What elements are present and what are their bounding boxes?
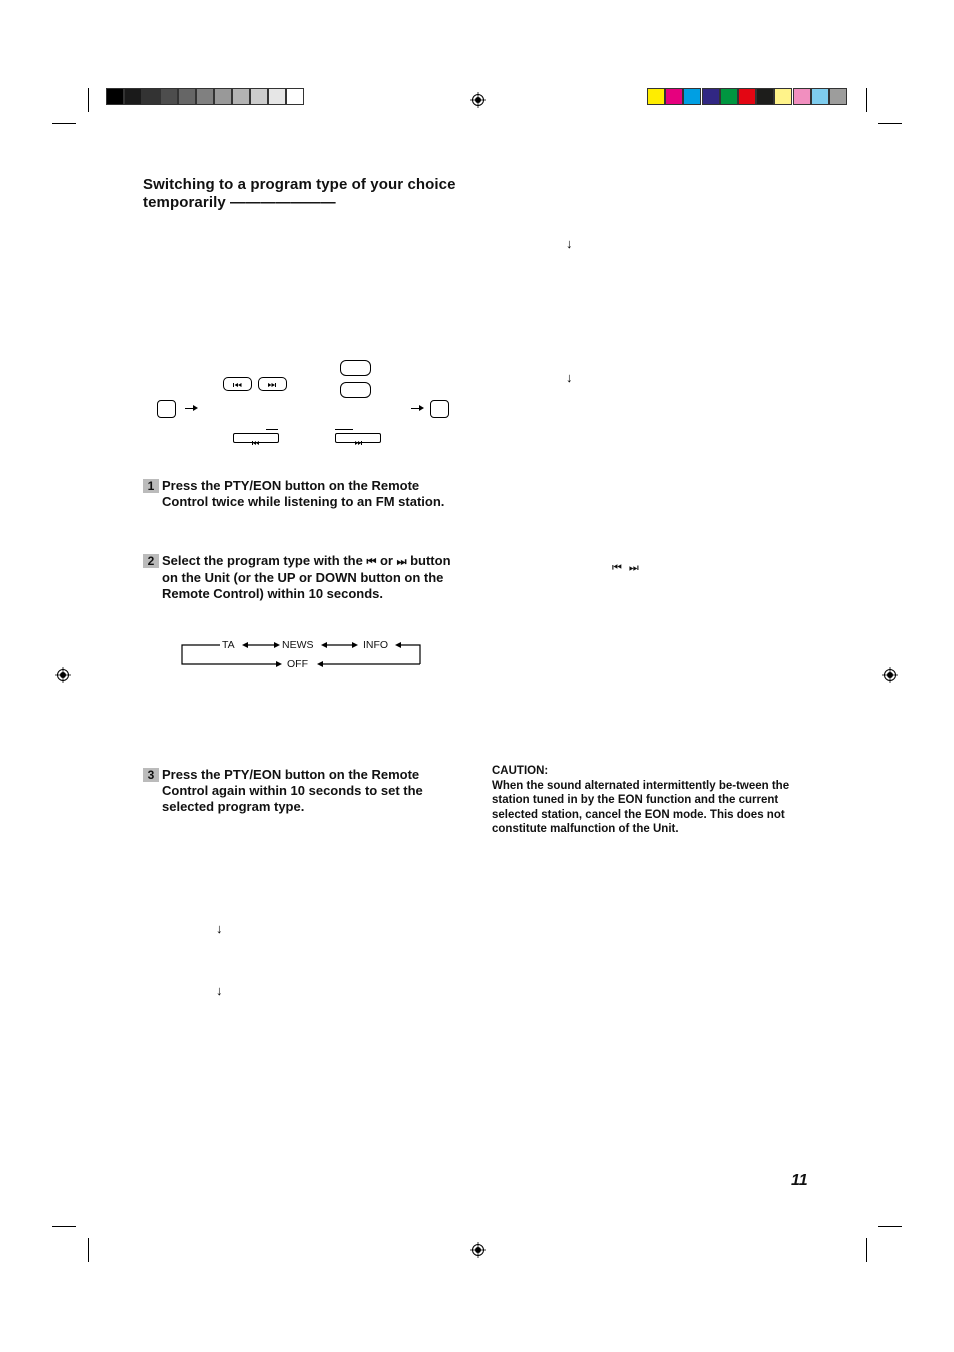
step-text: Press the PTY/EON button on the Remote Control twice while listening to an FM station. [162,478,445,509]
gray-swatch [160,88,178,105]
down-arrow-icon: ↓ [566,236,573,251]
right-arrow-head-icon [193,405,198,411]
color-swatch [720,88,738,105]
remote-next-button-icon [258,377,287,391]
unit-next-overline [335,429,353,430]
crop-mark-tl-h [52,123,76,124]
gray-swatch [268,88,286,105]
cycle-item-info: INFO [363,639,389,651]
unit-prev-button-icon [233,433,279,443]
gray-swatch [124,88,142,105]
step-2 [143,553,463,617]
pty-eon-button-icon-2 [430,400,449,418]
caution-note [492,764,817,837]
step-text-a: Select the program type with the [162,553,367,568]
gray-swatch [232,88,250,105]
page-number: 11 [791,1172,808,1189]
unit-prev-overline [266,429,278,430]
crop-mark-br-h [878,1226,902,1227]
step-text-b: or [376,553,397,568]
step-text: Press the PTY/EON button on the Remote Control again within 10 seconds to set the selected program type. [162,767,423,814]
gray-swatch [214,88,232,105]
cycle-item-off: OFF [287,658,308,670]
gray-swatch [196,88,214,105]
gray-swatch [142,88,160,105]
pty-cycle-diagram [180,636,425,671]
step-1 [143,478,463,528]
section-title: Switching to a program type of your choice temporarily ——————— [143,176,456,211]
crop-mark-tl-v [88,88,89,112]
color-swatch [702,88,720,105]
color-swatch [829,88,847,105]
color-swatch [774,88,792,105]
crop-mark-tr-v [866,88,867,112]
crop-mark-bl-v [88,1238,89,1262]
step-number: 3 [143,768,159,782]
color-swatch [738,88,756,105]
color-swatch [756,88,774,105]
down-arrow-icon: ↓ [216,983,223,998]
cycle-item-ta: TA [222,639,235,651]
crop-mark-br-v [866,1238,867,1262]
color-swatch [811,88,829,105]
gray-swatch [250,88,268,105]
down-arrow-icon: ↓ [566,370,573,385]
down-arrow-icon: ↓ [216,921,223,936]
right-arrow-head-icon-2 [419,405,424,411]
registration-mark-top-icon [470,92,486,108]
unit-next-button-icon [335,433,381,443]
up-button-icon [340,360,371,376]
registration-mark-bottom-icon [470,1242,486,1258]
registration-mark-left-icon [55,667,71,683]
color-swatch [647,88,665,105]
color-swatch [793,88,811,105]
operation-diagram [155,355,455,450]
crop-mark-tr-h [878,123,902,124]
step-number: 2 [143,554,159,568]
color-swatch [683,88,701,105]
remote-prev-button-icon [223,377,252,391]
gray-swatch [286,88,304,105]
caution-heading: CAUTION: [492,765,549,777]
gray-swatch [178,88,196,105]
gray-swatch [106,88,124,105]
step-3 [143,767,463,817]
cycle-item-news: NEWS [282,639,314,651]
color-swatch [665,88,683,105]
step-text [162,553,462,602]
skip-buttons-icon: ⏮ ⏭ [612,561,639,574]
caution-text: When the sound alternated intermittently be-tween the station tuned in by the EON function and the current selected station, cancel the EON mode. This does not constitute malfunction of the Unit. [492,779,790,835]
registration-mark-right-icon [882,667,898,683]
step-number: 1 [143,479,159,493]
prev-icon: ⏮ [366,555,377,568]
step-text-c: button on the Unit (or the UP or DOWN button on the Remote Control) within 10 seconds. [162,553,451,601]
next-icon: ⏭ [396,555,407,568]
crop-mark-bl-h [52,1226,76,1227]
down-button-icon [340,382,371,398]
pty-eon-button-icon [157,400,176,418]
